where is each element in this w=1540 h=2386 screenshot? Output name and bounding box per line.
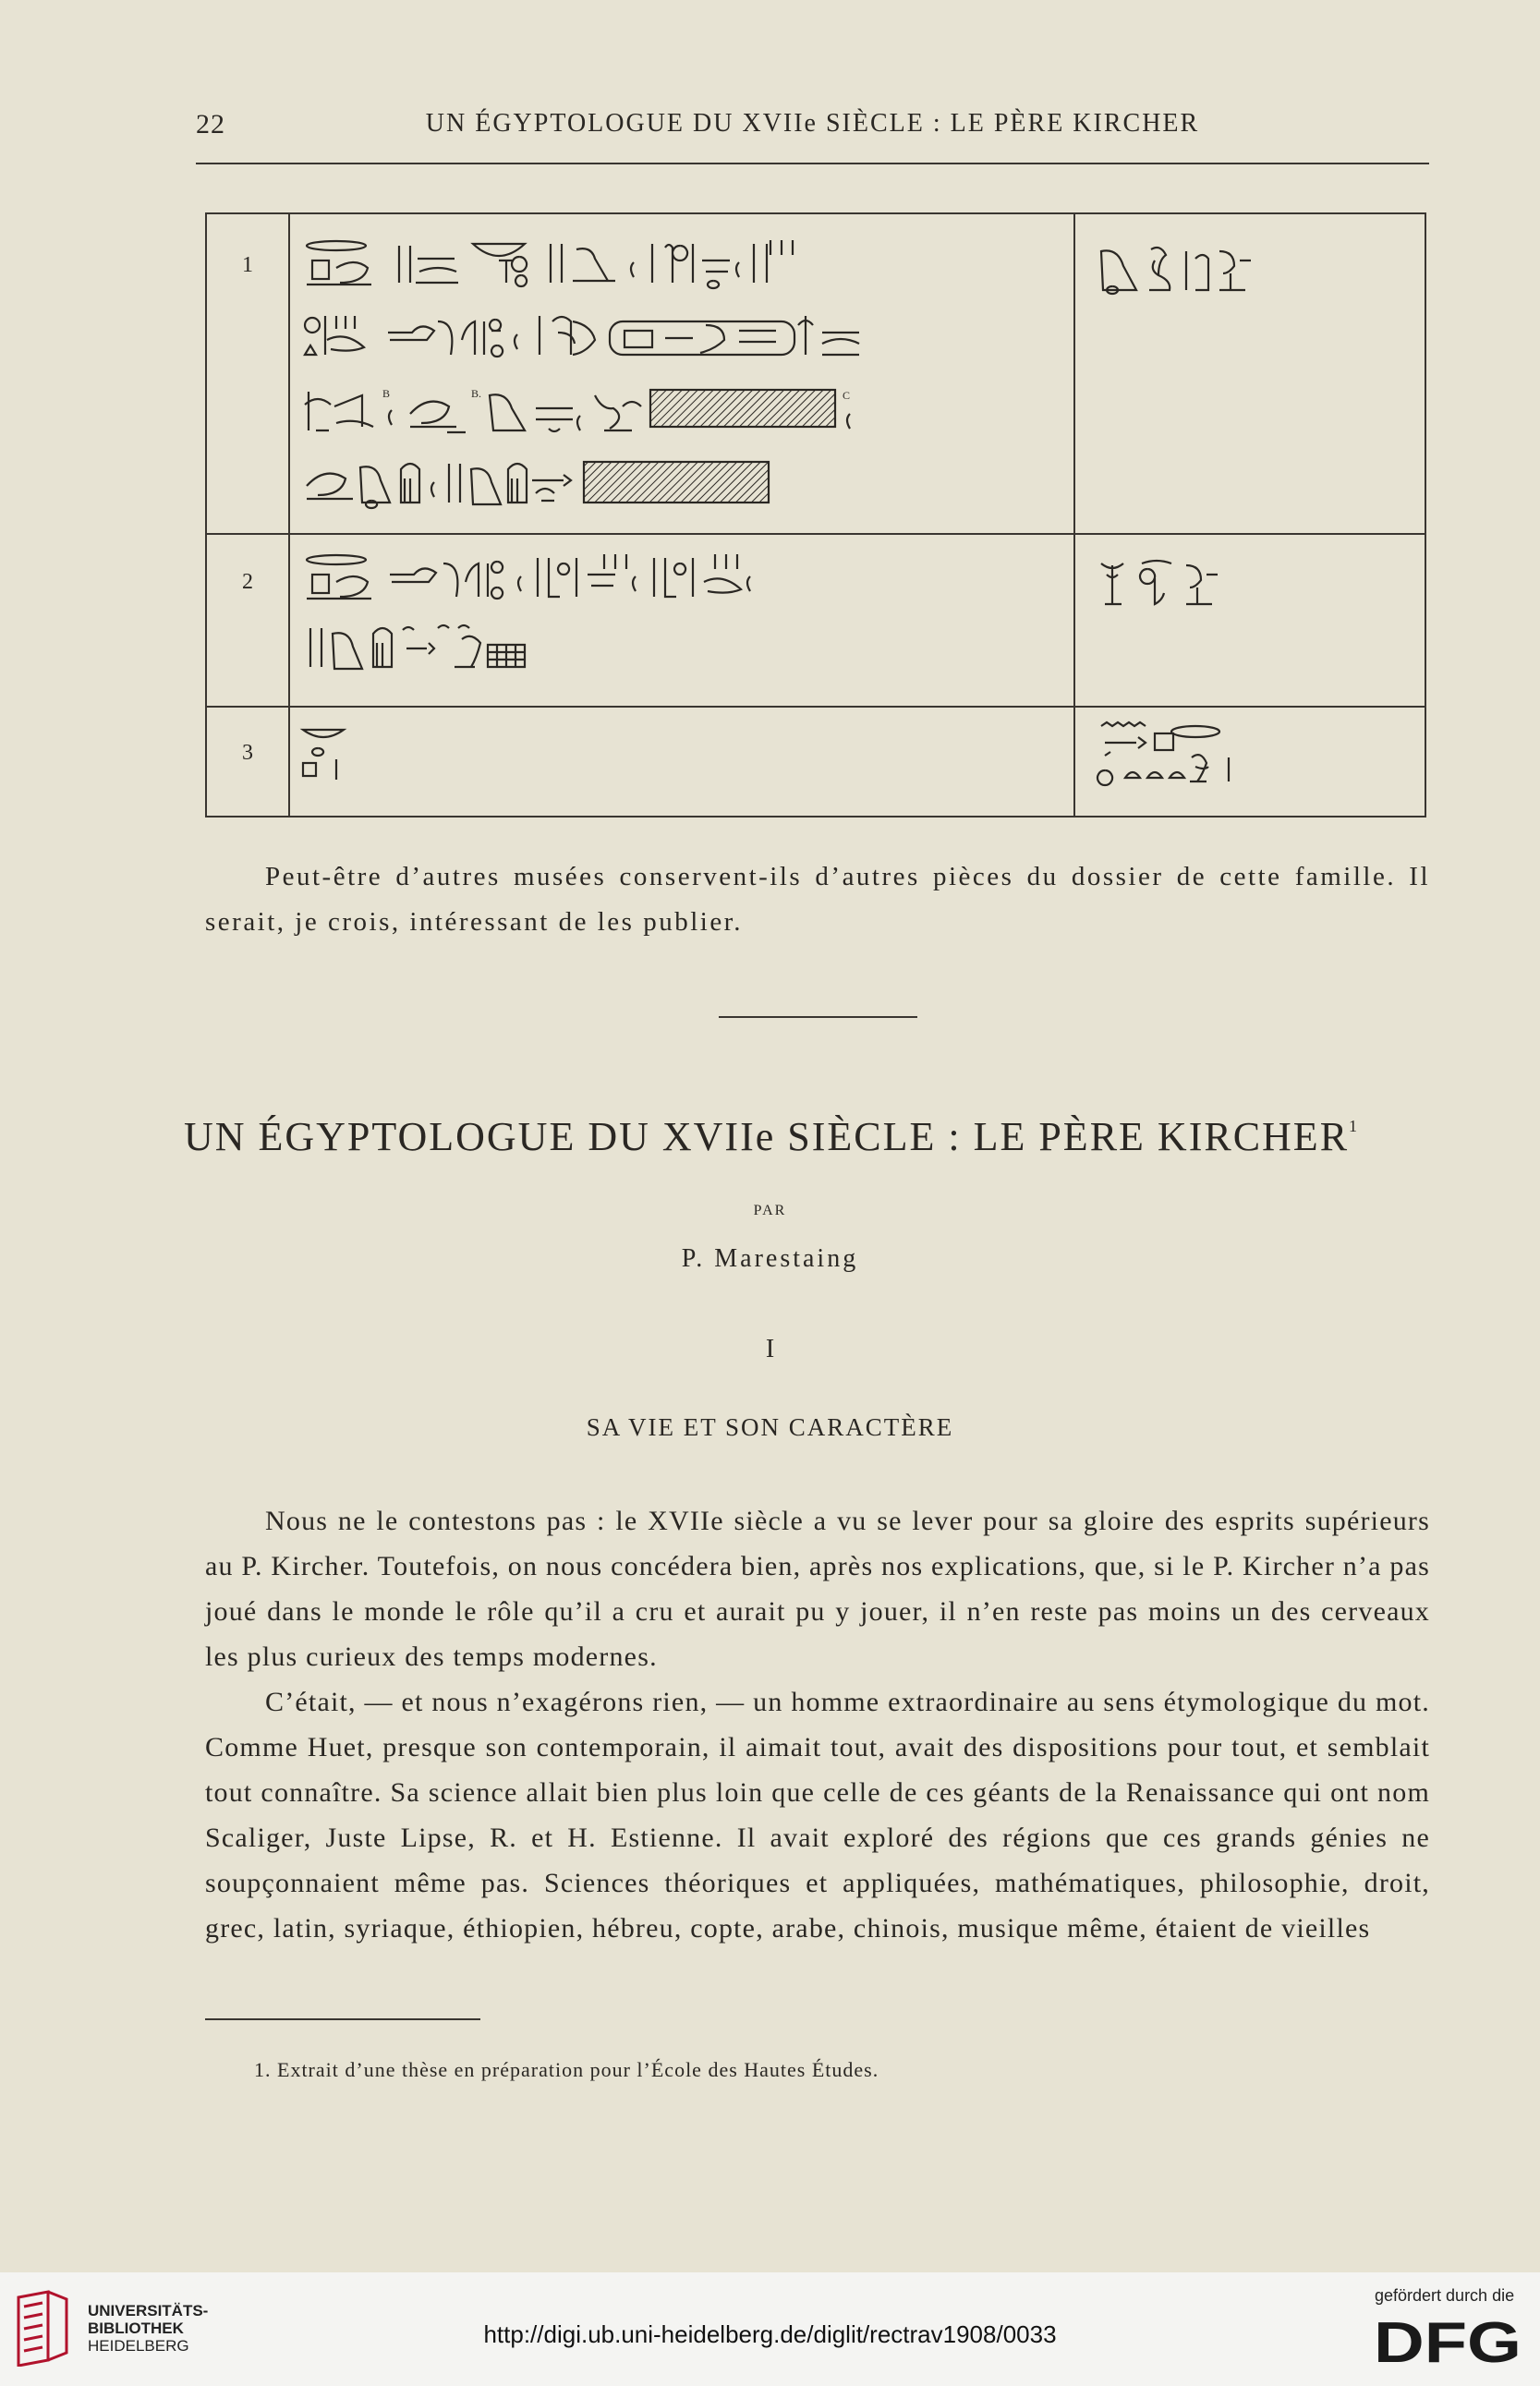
svg-text:C: C — [843, 389, 851, 402]
header-rule — [196, 163, 1429, 164]
section-title: SA VIE ET SON CARACTÈRE — [586, 1413, 954, 1441]
dfg-logo — [1374, 2314, 1523, 2368]
article-body — [205, 1498, 1430, 1951]
author: P. Marestaing — [681, 1244, 859, 1273]
row-number-3: 3 — [242, 741, 253, 765]
footnote: 1. Extrait d’une thèse en préparation pour l’École des Hautes Études. — [254, 2058, 879, 2081]
footnote-marker: 1 — [1349, 1117, 1360, 1135]
page-number: 22 — [196, 109, 225, 139]
table-row-divider — [207, 706, 1425, 708]
section-rule — [719, 1016, 917, 1018]
running-title: UN ÉGYPTOLOGUE DU XVIIe SIÈCLE : LE PÈRE KIRCHER — [425, 109, 1200, 138]
library-name-line: HEIDELBERG — [88, 2337, 189, 2355]
table-row-divider — [207, 533, 1425, 535]
hieroglyph-table — [205, 212, 1426, 818]
table-column-divider — [1073, 214, 1075, 816]
sponsor-text: gefördert durch die — [1375, 2286, 1515, 2305]
footnote-rule — [205, 2018, 480, 2020]
dfg-logo-text: DFG — [1374, 2314, 1522, 2368]
hieroglyph-text-row-3 — [299, 722, 484, 796]
closing-paragraph — [205, 854, 1430, 945]
svg-text:B: B — [382, 387, 391, 400]
article-title-text: UN ÉGYPTOLOGUE DU XVIIe SIÈCLE : LE PÈRE KIRCHER — [183, 1114, 1350, 1159]
article-title — [139, 1113, 1404, 1160]
source-url-link[interactable]: http://digi.ub.uni-heidelberg.de/diglit/rectrav1908/0033 — [483, 2320, 1057, 2348]
hieroglyph-name-row-1 — [1094, 242, 1279, 297]
row-number-1: 1 — [242, 253, 253, 277]
paragraph: Nous ne le contestons pas : le XVIIe siècle a vu se lever pour sa gloire des esprits supérieurs au P. Kircher. Toutefois, on nous concédera bien, après nos explications, que, si le P. Kircher n’a pas joué dans le monde le rôle qu’il a cru et aurait pu y jouer, il n’en reste pas moins un des cerveaux les plus curieux des temps modernes. — [205, 1506, 1430, 1672]
paragraph: Peut-être d’autres musées conservent-ils d’autres pièces du dossier de cette famille. Il serait, je crois, intéressant de les publier. — [205, 862, 1430, 937]
section-number: I — [765, 1335, 775, 1363]
svg-text:B.: B. — [471, 387, 482, 400]
row-number-2: 2 — [242, 570, 253, 594]
paragraph: C’était, — et nous n’exagérons rien, — un homme extraordinaire au sens étymologique du mot. Comme Huet, presque son contemporain, il aimait tout, avait des dispositions pour tout, et semblait tout connaître. Sa science allait bien plus loin que celle de ces géants de la Renaissance qui ont nom Scaliger, Juste Lipse, R. et H. Estienne. Il avait exploré des régions que ces grands génies ne soupçonnaient même pas. Sciences théoriques et appliquées, mathématiques, philosophie, droit, grec, latin, syriaque, éthiopien, hébreu, copte, arabe, chinois, musique même, étaient de vieilles — [205, 1687, 1430, 1944]
library-name-line: UNIVERSITÄTS- — [88, 2302, 209, 2319]
hieroglyph-text-row-1 — [299, 231, 1057, 527]
running-head — [196, 109, 1429, 146]
hieroglyph-name-row-2 — [1094, 556, 1279, 612]
library-name-line: BIBLIOTHEK — [88, 2319, 184, 2337]
footer-bar — [0, 2272, 1540, 2386]
byline-par: PAR — [753, 1203, 787, 1218]
table-column-divider — [288, 214, 290, 816]
hieroglyph-text-row-2 — [299, 549, 1057, 687]
hieroglyph-name-row-3 — [1094, 721, 1316, 794]
